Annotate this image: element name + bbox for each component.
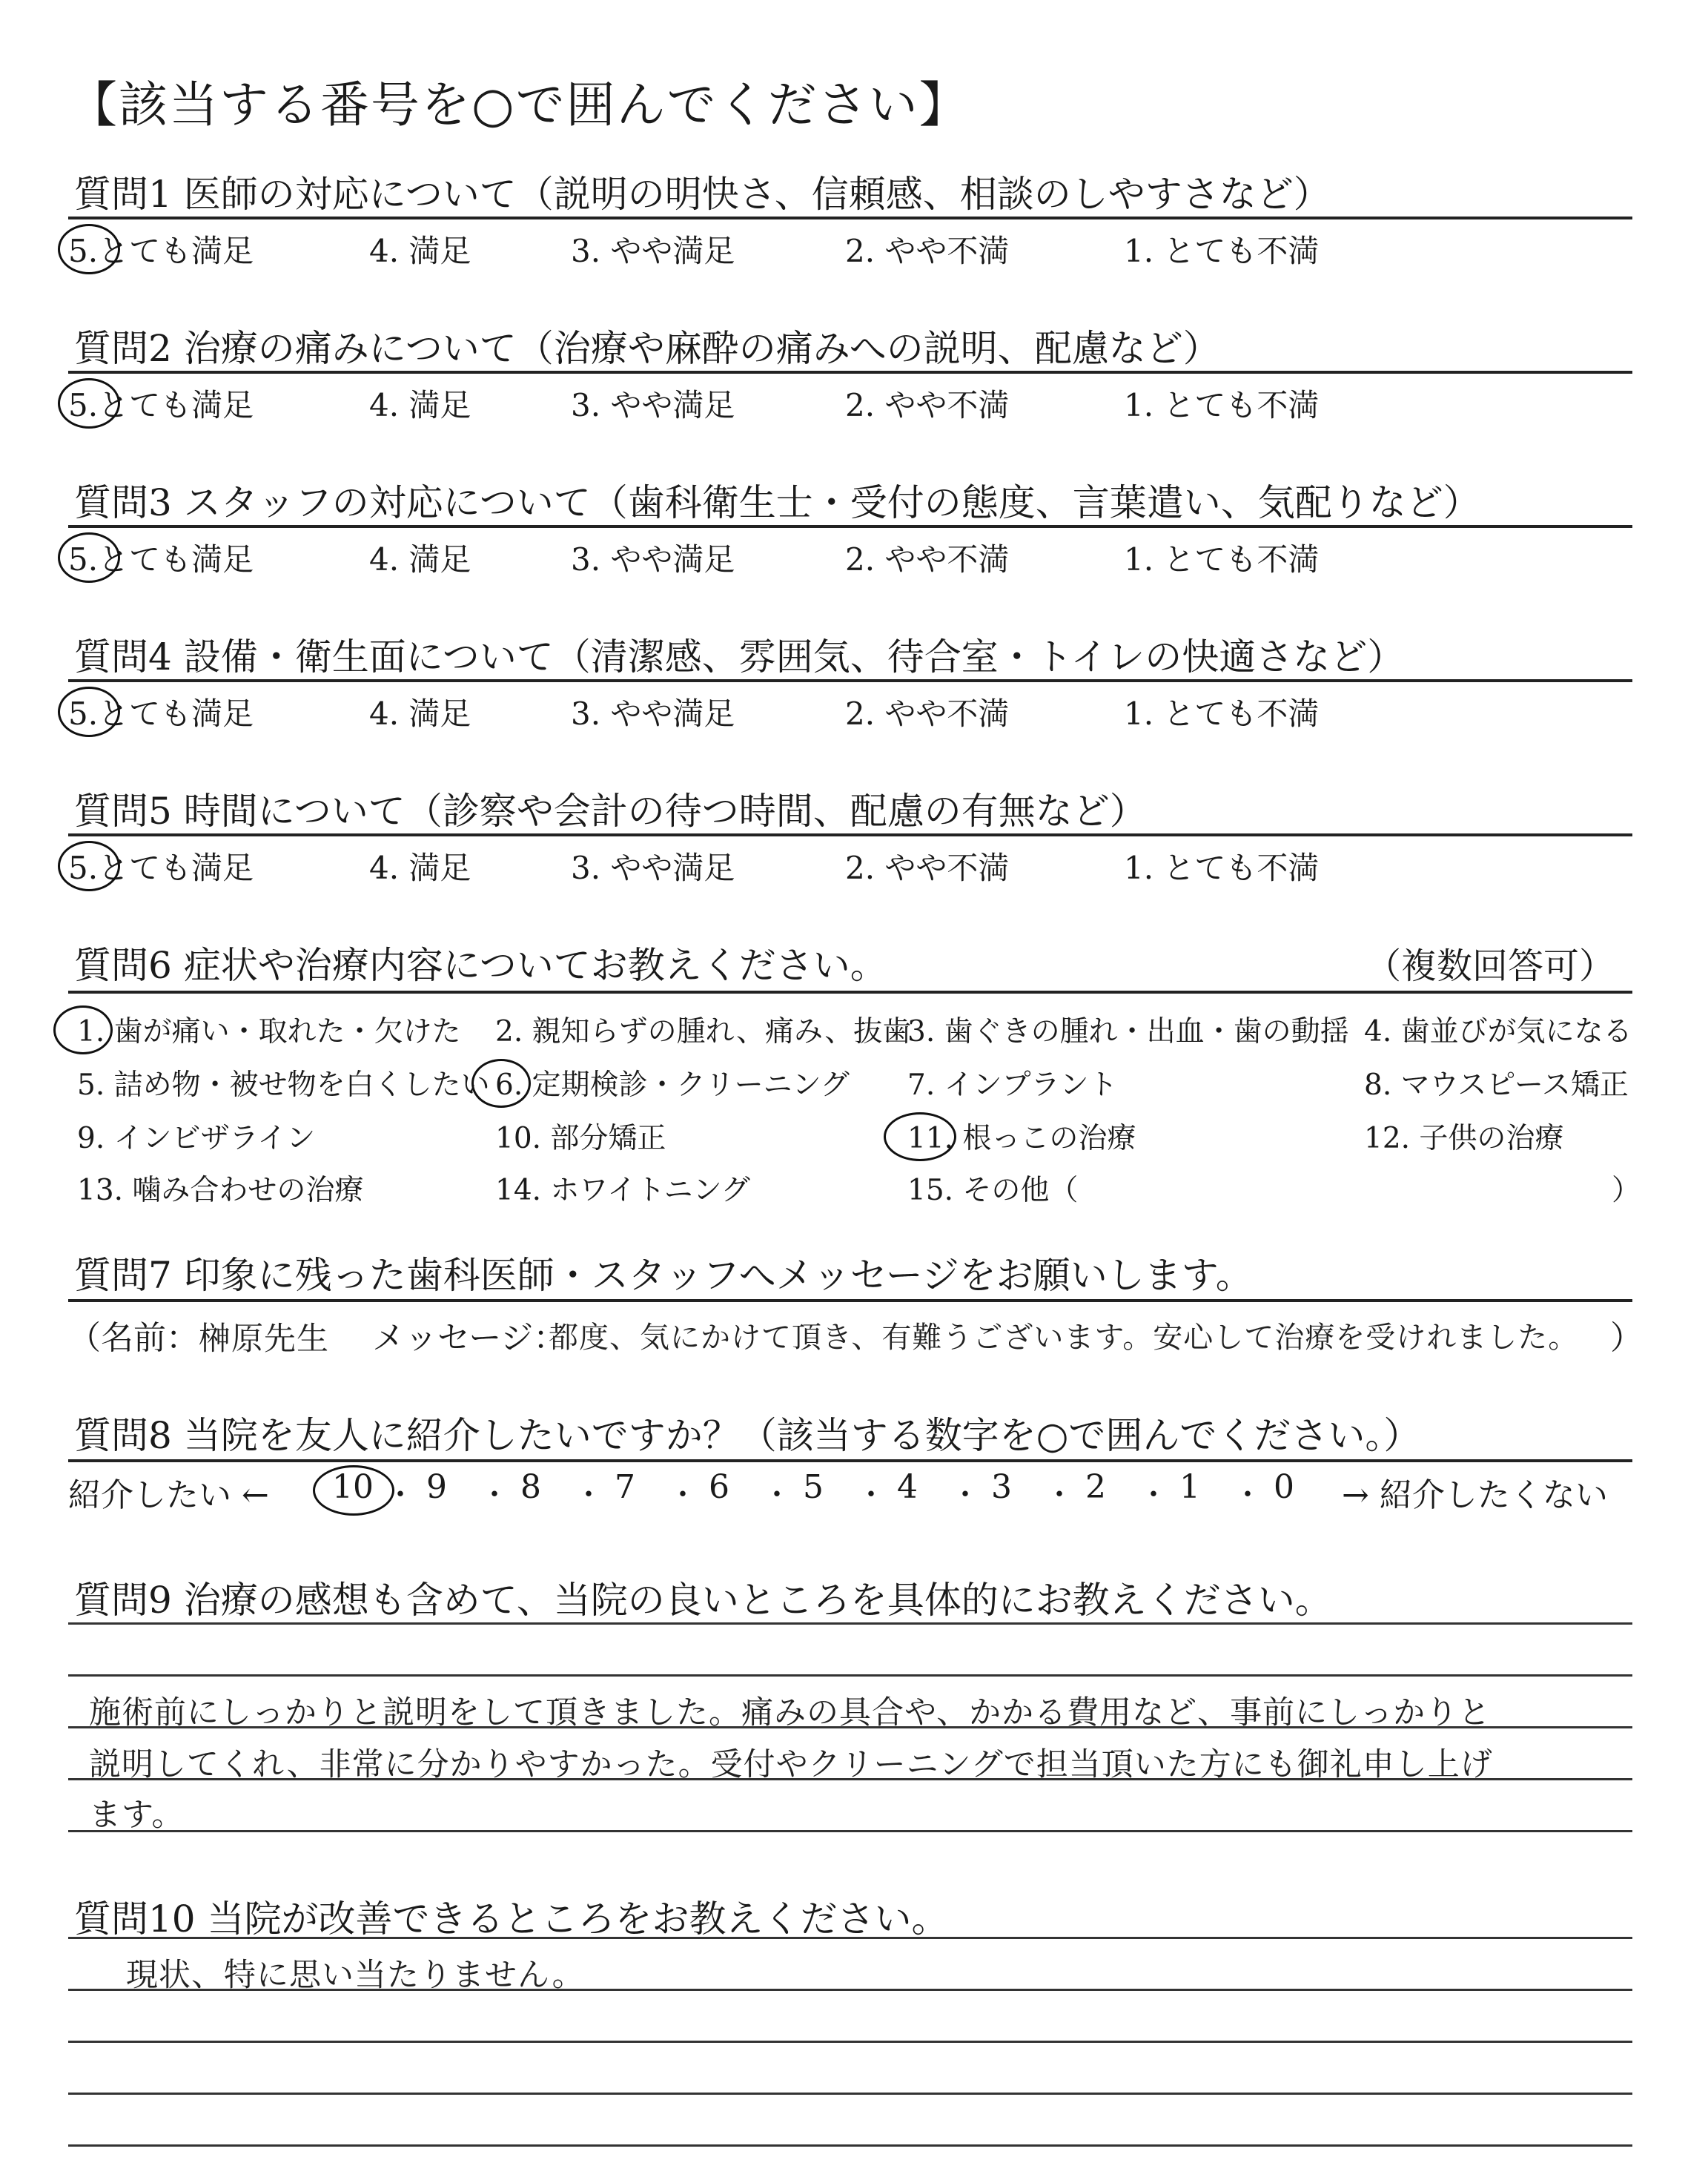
- q8-scale-separator: ・: [856, 1478, 886, 1512]
- q3-option-5[interactable]: 5.とても満足: [68, 541, 254, 578]
- q8-scale-10[interactable]: 10: [332, 1468, 374, 1506]
- q9-rule-1: [68, 1622, 1632, 1625]
- q9-answer-line-1[interactable]: 施術前にしっかりと説明をして頂きました。痛みの具合や、かかる費用など、事前にしっかりと: [89, 1694, 1492, 1731]
- q1-title: 質問1 医師の対応について（説明の明快さ、信頼感、相談のしやすさなど）: [74, 173, 1331, 216]
- q8-scale-9[interactable]: 9: [426, 1468, 447, 1506]
- q10-rule-4: [68, 2093, 1632, 2095]
- q4-selection-circle: [58, 687, 120, 737]
- q7-rule: [68, 1299, 1632, 1302]
- q4-option-5[interactable]: 5.とても満足: [68, 696, 254, 732]
- q4-option-3[interactable]: 3. やや満足: [571, 696, 735, 732]
- q10-rule-1: [68, 1937, 1632, 1939]
- q1-option-1[interactable]: 1. とても不満: [1124, 233, 1320, 269]
- q6-option-10[interactable]: 10. 部分矯正: [495, 1122, 666, 1155]
- q5-rule: [68, 833, 1632, 836]
- q9-answer-line-3[interactable]: ます。: [89, 1797, 185, 1834]
- q2-title: 質問2 治療の痛みについて（治療や麻酔の痛みへの説明、配慮など）: [74, 327, 1220, 370]
- q4-option-2[interactable]: 2. やや不満: [845, 696, 1010, 732]
- q6-option-4[interactable]: 4. 歯並びが気になる: [1364, 1015, 1632, 1048]
- q6-option-6[interactable]: 6. 定期検診・クリーニング: [495, 1069, 850, 1102]
- q6-selection-circle-1: [53, 1005, 113, 1054]
- q10-rule-3: [68, 2041, 1632, 2043]
- q8-scale-0[interactable]: 0: [1274, 1468, 1294, 1506]
- q8-right-label: → 紹介したくない: [1342, 1476, 1608, 1514]
- q8-scale-1[interactable]: 1: [1179, 1468, 1200, 1506]
- q3-option-2[interactable]: 2. やや不満: [845, 541, 1010, 578]
- q10-rule-5: [68, 2144, 1632, 2147]
- q7-message-label: メッセージ：: [372, 1319, 566, 1357]
- q8-scale-separator: ・: [480, 1478, 509, 1512]
- q7-name-value[interactable]: 榊原先生: [199, 1321, 329, 1358]
- q8-scale-7[interactable]: 7: [615, 1468, 635, 1506]
- q6-note: （複数回答可）: [1366, 945, 1615, 987]
- q2-selection-circle: [58, 378, 120, 429]
- q6-option-1[interactable]: 1. 歯が痛い・取れた・欠けた: [77, 1015, 461, 1048]
- q7-title: 質問7 印象に残った歯科医師・スタッフへメッセージをお願いします。: [74, 1254, 1253, 1297]
- q6-option-13[interactable]: 13. 噛み合わせの治療: [77, 1174, 364, 1207]
- q7-close-paren: ）: [1610, 1319, 1643, 1357]
- q5-option-4[interactable]: 4. 満足: [369, 850, 471, 886]
- q10-answer[interactable]: 現状、特に思い当たりません。: [126, 1957, 585, 1994]
- q4-rule: [68, 679, 1632, 682]
- q8-scale-separator: ・: [950, 1478, 980, 1512]
- q6-option-8[interactable]: 8. マウスピース矯正: [1364, 1069, 1629, 1102]
- q2-rule: [68, 371, 1632, 374]
- q8-scale-separator: ・: [762, 1478, 792, 1512]
- q6-rule: [68, 991, 1632, 994]
- q4-option-4[interactable]: 4. 満足: [369, 696, 471, 732]
- q8-scale-8[interactable]: 8: [520, 1468, 541, 1506]
- q4-title: 質問4 設備・衛生面について（清潔感、雰囲気、待合室・トイレの快適さなど）: [74, 635, 1405, 678]
- q1-option-3[interactable]: 3. やや満足: [571, 233, 735, 269]
- q5-selection-circle: [58, 841, 120, 891]
- q8-scale-separator: ・: [668, 1478, 698, 1512]
- q6-option-5[interactable]: 5. 詰め物・被せ物を白くしたい: [77, 1069, 490, 1102]
- q6-selection-circle-6: [471, 1059, 531, 1108]
- q2-option-1[interactable]: 1. とても不満: [1124, 387, 1320, 423]
- q8-scale-4[interactable]: 4: [897, 1468, 918, 1506]
- q6-option-3[interactable]: 3. 歯ぐきの腫れ・出血・歯の動揺: [907, 1015, 1349, 1048]
- q6-selection-circle-11: [884, 1112, 956, 1161]
- q4-option-1[interactable]: 1. とても不満: [1124, 696, 1320, 732]
- q8-scale-separator: ・: [1233, 1478, 1262, 1512]
- q1-rule: [68, 217, 1632, 219]
- q1-option-4[interactable]: 4. 満足: [369, 233, 471, 269]
- q2-option-4[interactable]: 4. 満足: [369, 387, 471, 423]
- form-header: 【該当する番号を○で囲んでください】: [68, 76, 970, 133]
- q8-selection-circle: [313, 1465, 394, 1516]
- q6-option-11[interactable]: 11. 根っこの治療: [907, 1122, 1136, 1155]
- q2-option-5[interactable]: 5.とても満足: [68, 387, 254, 423]
- q3-title: 質問3 スタッフの対応について（歯科衛生士・受付の態度、言葉遣い、気配りなど）: [74, 481, 1480, 524]
- q6-option-9[interactable]: 9. インビザライン: [77, 1122, 316, 1155]
- q3-option-3[interactable]: 3. やや満足: [571, 541, 735, 578]
- q9-title: 質問9 治療の感想も含めて、当院の良いところを具体的にお教えください。: [74, 1579, 1332, 1622]
- q9-rule-5: [68, 1830, 1632, 1832]
- q8-scale-3[interactable]: 3: [991, 1468, 1012, 1506]
- q10-title: 質問10 当院が改善できるところをお教えください。: [74, 1898, 949, 1941]
- q6-option-15[interactable]: 15. その他（: [907, 1174, 1079, 1207]
- q8-scale-separator: ・: [574, 1478, 603, 1512]
- q8-scale-5[interactable]: 5: [803, 1468, 824, 1506]
- q8-scale-6[interactable]: 6: [709, 1468, 729, 1506]
- q7-message-value[interactable]: 都度、気にかけて頂き、有難うございます。安心して治療を受けれました。: [549, 1321, 1579, 1355]
- q8-left-label: 紹介したい ←: [68, 1476, 269, 1514]
- q6-option-16[interactable]: ）: [1612, 1174, 1641, 1207]
- q1-option-2[interactable]: 2. やや不満: [845, 233, 1010, 269]
- q3-option-1[interactable]: 1. とても不満: [1124, 541, 1320, 578]
- q5-option-3[interactable]: 3. やや満足: [571, 850, 735, 886]
- q8-rule: [68, 1459, 1632, 1462]
- q6-title: 質問6 症状や治療内容についてお教えください。: [74, 944, 887, 987]
- q3-rule: [68, 525, 1632, 528]
- q9-rule-2: [68, 1674, 1632, 1677]
- q8-scale-2[interactable]: 2: [1085, 1468, 1106, 1506]
- q8-scale-separator: ・: [1139, 1478, 1168, 1512]
- q5-option-5[interactable]: 5.とても満足: [68, 850, 254, 886]
- q5-title: 質問5 時間について（診察や会計の待つ時間、配慮の有無など）: [74, 790, 1147, 833]
- q9-answer-line-2[interactable]: 説明してくれ、非常に分かりやすかった。受付やクリーニングで担当頂いた方にも御礼申し上げ: [89, 1746, 1493, 1783]
- q6-option-2[interactable]: 2. 親知らずの腫れ、痛み、抜歯: [495, 1015, 912, 1048]
- q2-option-3[interactable]: 3. やや満足: [571, 387, 735, 423]
- q3-selection-circle: [58, 532, 120, 583]
- q8-scale-separator: ・: [1045, 1478, 1074, 1512]
- q6-option-12[interactable]: 12. 子供の治療: [1364, 1122, 1564, 1155]
- q6-option-7[interactable]: 7. インプラント: [907, 1069, 1118, 1102]
- q6-option-14[interactable]: 14. ホワイトニング: [495, 1174, 750, 1207]
- q7-name-label: （名前：: [68, 1319, 199, 1357]
- q2-option-2[interactable]: 2. やや不満: [845, 387, 1010, 423]
- q8-scale-separator: ・: [385, 1478, 415, 1512]
- q8-title: 質問8 当院を友人に紹介したいですか？（該当する数字を○で囲んでください。）: [74, 1414, 1421, 1457]
- q5-option-2[interactable]: 2. やや不満: [845, 850, 1010, 886]
- q1-selection-circle: [58, 224, 120, 274]
- q1-option-5[interactable]: 5.とても満足: [68, 233, 254, 269]
- q5-option-1[interactable]: 1. とても不満: [1124, 850, 1320, 886]
- q3-option-4[interactable]: 4. 満足: [369, 541, 471, 578]
